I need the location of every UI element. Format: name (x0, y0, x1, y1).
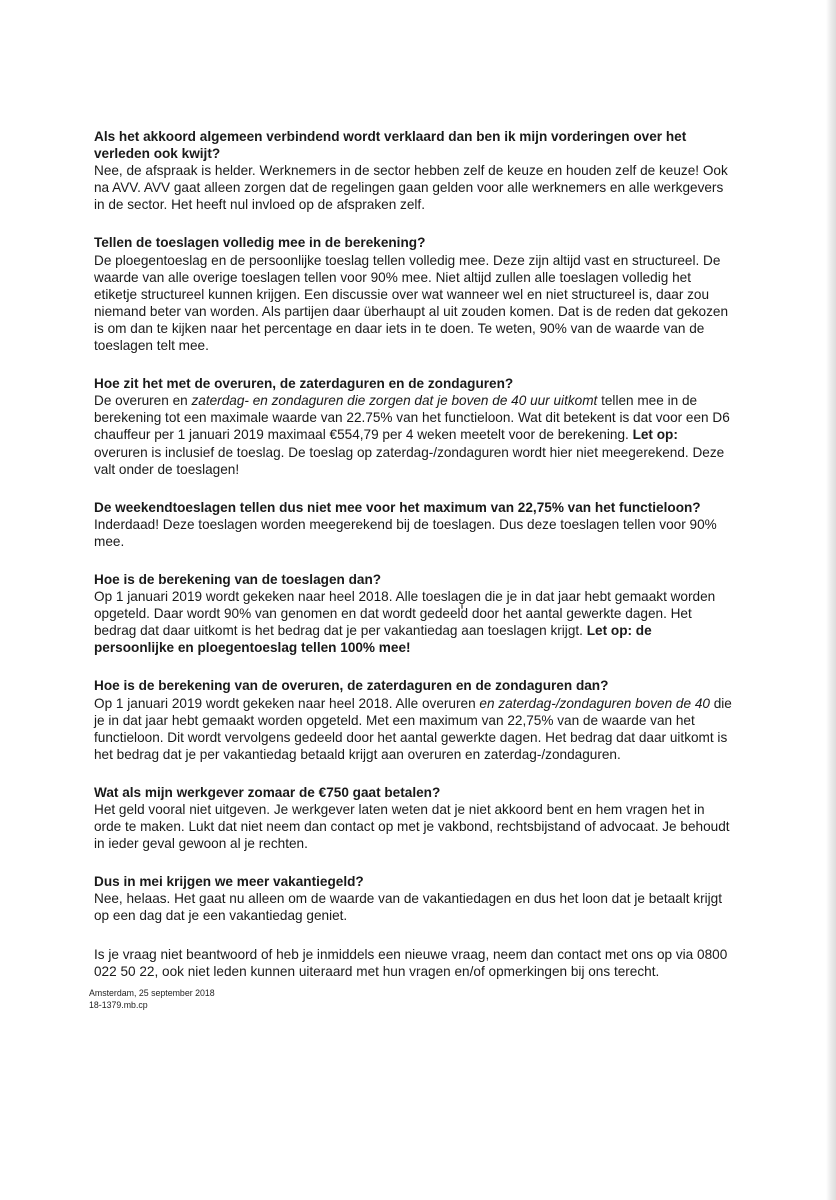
faq-item-vakantiegeld (94, 873, 734, 924)
faq-item-overuren (94, 375, 734, 478)
faq-content (94, 128, 734, 980)
faq-question: De weekendtoeslagen tellen dus niet mee voor het maximum van 22,75% van het functieloon? (94, 499, 701, 515)
document-footer (89, 987, 215, 1011)
faq-answer (94, 392, 734, 477)
answer-text: die je in dat jaar hebt gemaakt worden opgeteld. Met een maximum van 22,75% van de waarde van het functieloon. Dit wordt vervolgens gedeeld door het aantal gewerkte dagen. Het bedrag dat daar uitkomt is het bedrag dat je per vakantiedag betaald krijgt aan overuren en zaterdag-/zondaguren. (94, 695, 732, 762)
faq-answer (94, 588, 734, 656)
faq-item-avv (94, 128, 734, 213)
faq-item-berekening-toeslagen (94, 571, 734, 656)
place-date: Amsterdam, 25 september 2018 (89, 988, 215, 998)
faq-answer: Het geld vooral niet uitgeven. Je werkgever laten weten dat je niet akkoord bent en hem vragen het in orde te maken. Lukt dat niet neem dan contact op met je vakbond, rechtsbijstand of advocaat. Je behoudt in ieder geval gewoon al je rechten. (94, 802, 730, 852)
faq-item-toeslagen (94, 234, 734, 354)
scan-shadow-edge (826, 0, 836, 1200)
faq-item-werkgever-betaling (94, 784, 734, 852)
faq-question: Hoe is de berekening van de toeslagen dan? (94, 571, 382, 587)
faq-question: Als het akkoord algemeen verbindend wordt verklaard dan ben ik mijn vorderingen over het verleden ook kwijt? (94, 129, 687, 162)
faq-answer: Nee, helaas. Het gaat nu alleen om de waarde van de vakantiedagen en dus het loon dat je betaalt krijgt op een dag dat je een vakantiedag geniet. (94, 891, 723, 924)
answer-bold-note: Let op: (632, 427, 678, 443)
faq-question: Hoe zit het met de overuren, de zaterdaguren en de zondaguren? (94, 376, 514, 392)
faq-answer: De ploegentoeslag en de persoonlijke toeslag tellen volledig mee. Deze zijn altijd vast en structureel. De waarde van alle overige toeslagen tellen voor 90% mee. Niet altijd zullen alle toeslagen volledig het etiketje structureel kunnen krijgen. Een discussie over wat wanneer wel en niet structureel is, daar zou niemand beter van worden. Als partijen daar überhaupt al uit zouden komen. Dat is de reden dat gekozen is om dan te kijken naar het percentage en daar iets in te doen. Te weten, 90% van de waarde van de toeslagen telt mee. (94, 252, 729, 354)
answer-bold-note: Let op: de persoonlijke en ploegentoeslag tellen 100% mee! (94, 623, 652, 656)
faq-item-berekening-overuren (94, 677, 734, 762)
faq-answer (94, 695, 734, 763)
answer-text: Op 1 januari 2019 wordt gekeken naar heel 2018. Alle overuren (94, 695, 480, 711)
answer-italic-text: zaterdag- en zondaguren die zorgen dat je boven de 40 uur uitkomt (191, 393, 598, 409)
faq-question: Tellen de toeslagen volledig mee in de berekening? (94, 235, 426, 251)
faq-item-weekendtoeslagen (94, 499, 734, 550)
answer-text: overuren is inclusief de toeslag. De toeslag op zaterdag-/zondaguren wordt hier niet meegerekend. Deze valt onder de toeslagen! (94, 444, 725, 477)
answer-text: De overuren en (94, 393, 192, 409)
answer-italic-text: en zaterdag-/zondaguren boven de 40 (479, 695, 710, 711)
answer-text: Op 1 januari 2019 wordt gekeken naar heel 2018. Alle toeslagen die je in dat jaar hebt gemaakt worden opgeteld. Daar wordt 90% van genomen en dat wordt gedeeld door het aantal gewerkte dagen. Het bedrag dat daar uitkomt is het bedrag dat je per vakantiedag aan toeslagen krijgt. (94, 589, 716, 639)
reference-code: 18-1379.mb.cp (89, 1000, 148, 1011)
answer-text: tellen mee in de berekening tot een maximale waarde van 22.75% van het functieloon. Wat dit betekent is dat voor een D6 chauffeur per 1 januari 2019 maximaal €554,79 per 4 weken meetelt voor de berekening. (94, 393, 730, 443)
faq-answer: Nee, de afspraak is helder. Werknemers in de sector hebben zelf de keuze en houden zelf de keuze! Ook na AVV. AVV gaat alleen zorgen dat de regelingen gaan gelden voor alle werknemers en alle werkgevers in de sector. Het heeft nul invloed op de afspraken zelf. (94, 163, 728, 213)
faq-question: Dus in mei krijgen we meer vakantiegeld? (94, 874, 364, 890)
faq-answer: Inderdaad! Deze toeslagen worden meegerekend bij de toeslagen. Dus deze toeslagen tellen voor 90% mee. (94, 516, 717, 549)
faq-question: Hoe is de berekening van de overuren, de zaterdaguren en de zondaguren dan? (94, 678, 609, 694)
faq-question: Wat als mijn werkgever zomaar de €750 gaat betalen? (94, 784, 441, 800)
closing-paragraph: Is je vraag niet beantwoord of heb je inmiddels een nieuwe vraag, neem dan contact met ons op via 0800 022 50 22, ook niet leden kunnen uiteraard met hun vragen en/of opmerkingen bij ons terecht. (94, 946, 728, 979)
